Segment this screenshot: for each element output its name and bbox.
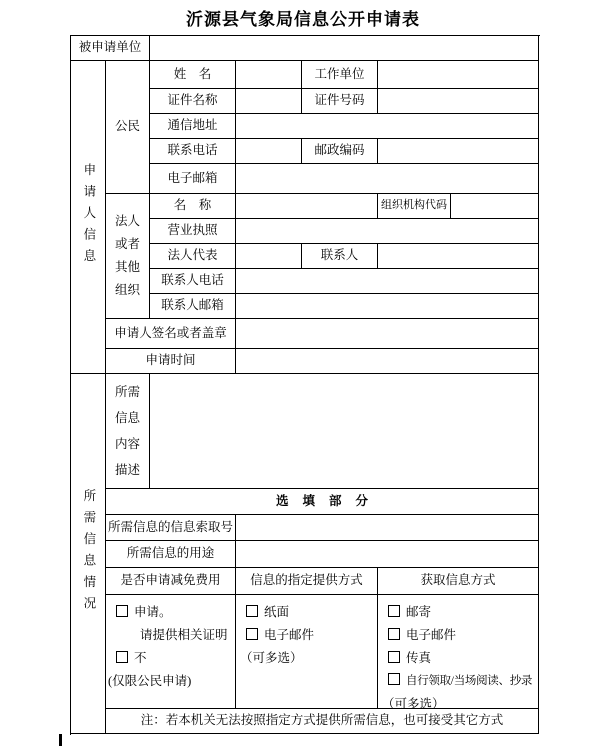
description-label: 所需信息内容描述 (106, 374, 150, 489)
contact-phone-label: 联系人电话 (150, 269, 236, 294)
delivery-option-paper[interactable] (246, 601, 289, 624)
checkbox[interactable] (388, 628, 400, 640)
info-section-label: 所需信息情况 (71, 374, 106, 734)
checkbox[interactable] (116, 651, 128, 663)
option-label: 纸面 (264, 605, 290, 619)
organization-group-label: 法人或者其他组织 (106, 194, 150, 319)
email-label: 电子邮箱 (150, 164, 236, 194)
option-label: （可多选） (240, 651, 303, 665)
option-label: 电子邮件 (264, 628, 315, 642)
checkbox[interactable] (246, 605, 258, 617)
fee-waiver-options (106, 595, 236, 709)
signature-field[interactable] (236, 319, 539, 349)
purpose-field[interactable] (236, 541, 539, 568)
option-label: 电子邮件 (406, 628, 457, 642)
option-label: (仅限公民申请) (108, 674, 192, 688)
obtain-option-fax[interactable] (388, 647, 431, 670)
obtain-method-options (378, 595, 539, 709)
fee-waiver-header: 是否申请减免费用 (106, 568, 236, 595)
org-code-label: 组织机构代码 (378, 194, 451, 219)
name-field[interactable] (236, 61, 302, 89)
cert-number-label: 证件号码 (302, 89, 378, 114)
phone-label: 联系电话 (150, 139, 236, 164)
phone-field[interactable] (236, 139, 302, 164)
obtain-option-mail[interactable] (388, 601, 431, 624)
checkbox[interactable] (388, 673, 400, 685)
application-form-table (70, 35, 540, 735)
contact-person-field[interactable] (378, 244, 539, 269)
postal-code-label: 邮政编码 (302, 139, 378, 164)
obtain-multi-select-note (382, 693, 445, 709)
address-field[interactable] (236, 114, 539, 139)
contact-person-label: 联系人 (302, 244, 378, 269)
cert-name-label: 证件名称 (150, 89, 236, 114)
option-label: 请提供相关证明 (140, 628, 228, 642)
checkbox[interactable] (388, 605, 400, 617)
requested-unit-label: 被申请单位 (71, 36, 150, 61)
checkbox[interactable] (246, 628, 258, 640)
option-label: 不 (134, 651, 147, 665)
work-unit-label: 工作单位 (302, 61, 378, 89)
address-label: 通信地址 (150, 114, 236, 139)
optional-part-header: 选填部分 (106, 489, 539, 515)
work-unit-field[interactable] (378, 61, 539, 89)
name-label: 姓 名 (150, 61, 236, 89)
cert-name-field[interactable] (236, 89, 302, 114)
text-cursor-artifact (59, 734, 62, 746)
delivery-option-email[interactable] (246, 624, 314, 647)
requested-unit-field[interactable] (150, 36, 539, 61)
obtain-method-header: 获取信息方式 (378, 568, 539, 595)
option-label: 申请。 (134, 605, 172, 619)
option-label: 邮寄 (406, 605, 432, 619)
legal-rep-field[interactable] (236, 244, 302, 269)
applicant-info-section-label: 申请人信息 (71, 61, 106, 374)
org-code-field[interactable] (451, 194, 539, 219)
description-field[interactable] (150, 374, 539, 489)
obtain-option-email[interactable] (388, 624, 456, 647)
checkbox[interactable] (116, 605, 128, 617)
fee-waiver-option-apply[interactable] (116, 601, 172, 624)
fee-waiver-option-no[interactable] (116, 647, 147, 670)
postal-code-field[interactable] (378, 139, 539, 164)
checkbox[interactable] (388, 651, 400, 663)
apply-time-field[interactable] (236, 349, 539, 374)
option-label: 自行领取/当场阅读、抄录 (406, 675, 533, 687)
contact-email-label: 联系人邮箱 (150, 294, 236, 319)
citizen-group-label: 公民 (106, 61, 150, 194)
note-text: 注：若本机关无法按照指定方式提供所需信息，也可接受其它方式 (106, 709, 539, 734)
option-label: （可多选） (382, 697, 445, 709)
delivery-multi-select-note (240, 647, 303, 670)
index-number-label: 所需信息的信息索取号 (106, 515, 236, 541)
purpose-label: 所需信息的用途 (106, 541, 236, 568)
apply-time-label: 申请时间 (106, 349, 236, 374)
signature-label: 申请人签名或者盖章 (106, 319, 236, 349)
delivery-method-options (236, 595, 378, 709)
page-title: 沂源县气象局信息公开申请表 (186, 10, 420, 29)
fee-waiver-option-proof-note (116, 624, 228, 647)
legal-rep-label: 法人代表 (150, 244, 236, 269)
contact-email-field[interactable] (236, 294, 539, 319)
option-label: 传真 (406, 651, 432, 665)
license-field[interactable] (236, 219, 539, 244)
org-name-label: 名 称 (150, 194, 236, 219)
obtain-option-self-pickup[interactable] (388, 670, 532, 693)
cert-number-field[interactable] (378, 89, 539, 114)
email-field[interactable] (236, 164, 539, 194)
index-number-field[interactable] (236, 515, 539, 541)
delivery-method-header: 信息的指定提供方式 (236, 568, 378, 595)
license-label: 营业执照 (150, 219, 236, 244)
org-name-field[interactable] (236, 194, 378, 219)
contact-phone-field[interactable] (236, 269, 539, 294)
fee-waiver-citizen-only-note (108, 670, 191, 693)
